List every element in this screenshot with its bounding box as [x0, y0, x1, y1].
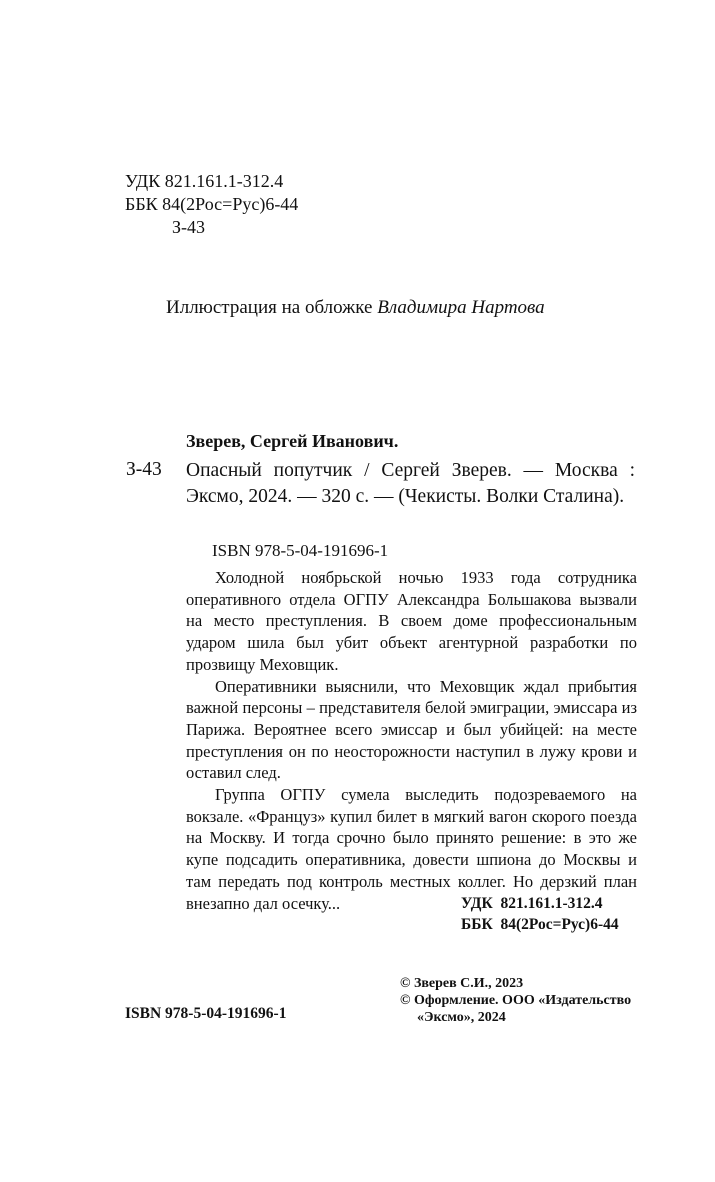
copyright-author: © Зверев С.И., 2023 [400, 976, 524, 991]
author-sign-code: З-43 [172, 217, 206, 237]
catalog-isbn: ISBN 978-5-04-191696-1 [212, 541, 389, 560]
annotation-paragraph-1: Холодной ноябрьской ночью 1933 года сотрудника оперативного отдела ОГПУ Александра Большакова вызвали на место преступления. В своем доме профессиональным ударом шила был убит объект агентурной разработки по прозвищу Меховщик. [186, 568, 637, 674]
bottom-isbn: ISBN 978-5-04-191696-1 [125, 1005, 287, 1022]
bottom-udk-code: УДК 821.161.1-312.4 [461, 895, 603, 912]
copyright-design: © Оформление. ООО «Издательство [400, 993, 632, 1008]
catalog-sign: З-43 [126, 459, 162, 480]
copyright-design-continued: «Эксмо», 2024 [417, 1010, 506, 1025]
bottom-bbk-code: ББК 84(2Рос=Рус)6-44 [461, 916, 619, 933]
illustration-prefix: Иллюстрация на обложке [166, 297, 373, 318]
bbk-code: ББК 84(2Рос=Рус)6-44 [125, 194, 299, 214]
annotation [186, 567, 637, 914]
illustration-credit [166, 297, 545, 319]
catalog-description: Опасный попутчик / Сергей Зверев. — Москва : Эксмо, 2024. — 320 с. — (Чекисты. Волки Сталина). [186, 460, 635, 507]
annotation-paragraph-3: Группа ОГПУ сумела выследить подозреваемого на вокзале. «Француз» купил билет в мягкий вагон скорого поезда на Москву. И тогда срочно было принято решение: в это же купе подсадить оперативника, довести шпиона до Москвы и там передать под контроль местных коллег. Но дерзкий план внезапно дал осечку... [186, 785, 637, 913]
illustration-artist: Владимира Нартова [377, 297, 545, 318]
catalog-author: Зверев, Сергей Иванович. [186, 431, 399, 451]
annotation-paragraph-2: Оперативники выяснили, что Меховщик ждал прибытия важной персоны – представителя белой эмиграции, эмиссара из Парижа. Вероятнее всего эмиссар и был убийцей: на месте преступления он по неосторожности наступил в лужу крови и оставил след. [186, 676, 637, 783]
udk-code: УДК 821.161.1-312.4 [125, 171, 284, 191]
